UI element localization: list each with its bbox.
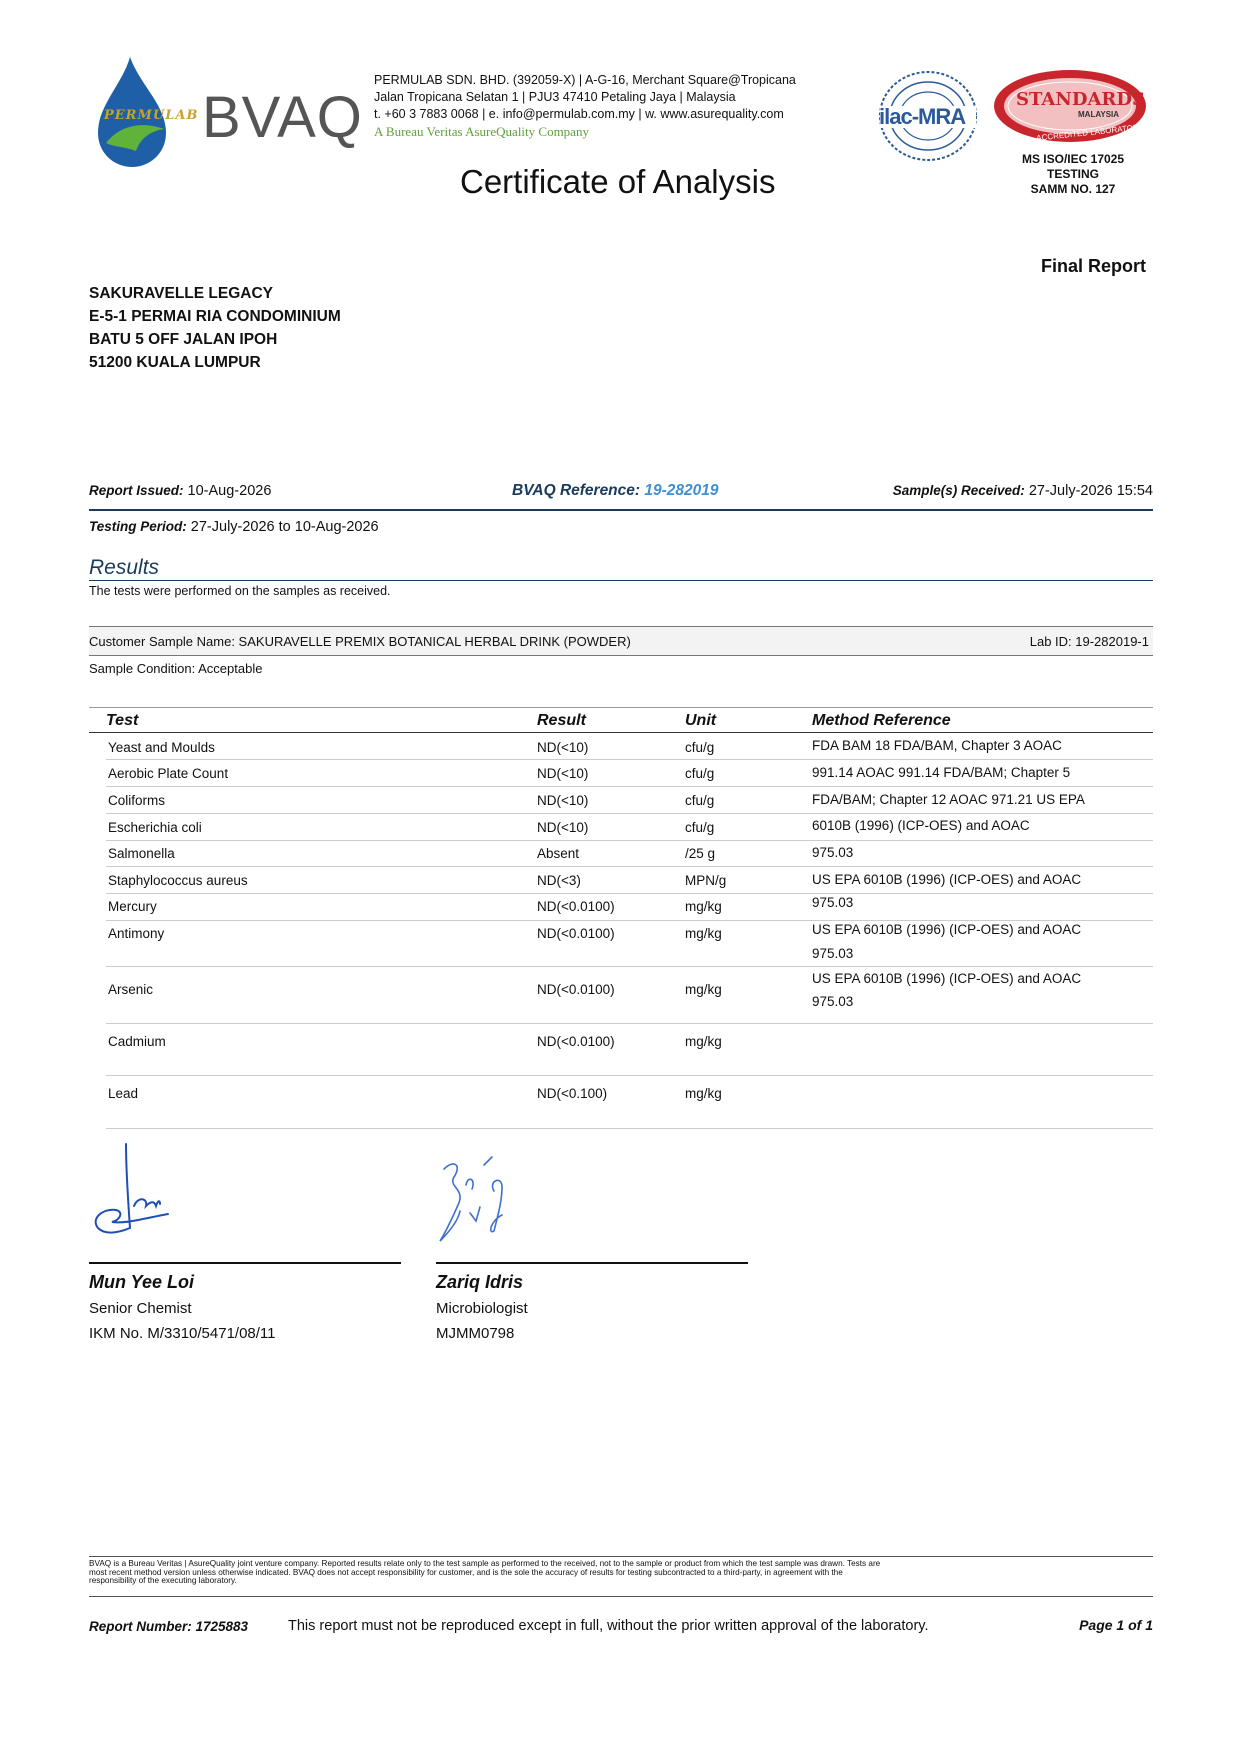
row-test-name: Escherichia coli: [108, 820, 202, 835]
method-reference-line: US EPA 6010B (1996) (ICP-OES) and AOAC: [812, 971, 1082, 986]
table-top-rule: [89, 707, 1153, 708]
customer-line-1: SAKURAVELLE LEGACY: [89, 285, 274, 302]
signature-2-line: [436, 1262, 748, 1264]
row-test-name: Coliforms: [108, 793, 166, 808]
signatory-2: [436, 1272, 528, 1342]
samples-received-label: Sample(s) Received:: [892, 483, 1025, 498]
row-result: ND(<10): [537, 793, 589, 808]
bvaq-reference-value: 19-282019: [644, 482, 719, 499]
table-row-rule: [106, 920, 1153, 921]
permulab-wordmark: PERMULAB: [104, 108, 199, 123]
accreditation-line-3: SAMM NO. 127: [1030, 182, 1116, 196]
method-reference-line: 975.03: [812, 895, 854, 910]
row-result: ND(<0.0100): [537, 982, 615, 997]
report-issued-value: 10-Aug-2026: [187, 483, 272, 499]
standards-country: MALAYSIA: [1078, 110, 1120, 119]
accreditation-block: [1010, 152, 1136, 197]
row-unit: MPN/g: [685, 873, 727, 888]
company-line-2: Jalan Tropicana Selatan 1 | PJU3 47410 Petaling Jaya | Malaysia: [374, 90, 736, 104]
row-result: ND(<10): [537, 740, 589, 755]
row-result: ND(<0.0100): [537, 926, 615, 941]
company-tagline: A Bureau Veritas AsureQuality Company: [374, 124, 589, 139]
table-row-rule: [106, 893, 1153, 894]
testing-period-label: Testing Period:: [89, 519, 187, 534]
reproduction-notice: This report must not be reproduced except in full, without the prior written approval of the laboratory.: [288, 1618, 929, 1634]
company-line-1: PERMULAB SDN. BHD. (392059-X) | A-G-16, Merchant Square@Tropicana: [374, 73, 796, 87]
footer-disclaimer-1: BVAQ is a Bureau Veritas | AsureQuality joint venture company. Reported results relate only to the test sample as performed to the received, not to the sample or product from which the test sample was drawn. Tests are: [89, 1560, 881, 1568]
table-row-rule: [106, 1128, 1153, 1129]
company-line-3: t. +60 3 7883 0068 | e. info@permulab.com.my | w. www.asurequality.com: [374, 107, 784, 121]
row-unit: /25 g: [685, 846, 716, 861]
results-heading: Results: [89, 556, 160, 579]
row-unit: cfu/g: [685, 793, 715, 808]
signature-2-image: [436, 1155, 526, 1250]
row-result: ND(<10): [537, 820, 589, 835]
customer-line-2: E-5-1 PERMAI RIA CONDOMINIUM: [89, 308, 341, 325]
signature-1-line: [89, 1262, 401, 1264]
results-heading-rule: [89, 580, 1153, 581]
table-header-rule: [89, 732, 1153, 733]
customer-address: [89, 282, 341, 374]
row-result: ND(<0.0100): [537, 899, 615, 914]
row-test-name: Arsenic: [108, 982, 154, 997]
standards-label: STANDARDS: [1016, 89, 1145, 110]
samples-received-value: 27-July-2026 15:54: [1028, 483, 1153, 499]
row-test-name: Salmonella: [108, 846, 175, 861]
row-result: ND(<3): [537, 873, 581, 888]
signature-1-image: [90, 1140, 180, 1250]
sample-name: Customer Sample Name: SAKURAVELLE PREMIX BOTANICAL HERBAL DRINK (POWDER): [89, 634, 631, 649]
report-issued-label: Report Issued:: [89, 483, 184, 498]
accreditation-line-1: MS ISO/IEC 17025: [1021, 152, 1125, 166]
row-unit: mg/kg: [685, 1086, 722, 1101]
row-test-name: Yeast and Moulds: [108, 740, 215, 755]
testing-period-value: 27-July-2026 to 10-Aug-2026: [190, 519, 379, 535]
row-unit: cfu/g: [685, 740, 715, 755]
table-row-rule: [106, 840, 1153, 841]
table-row-rule: [106, 786, 1153, 787]
method-reference-line: 975.03: [812, 845, 854, 860]
row-unit: mg/kg: [685, 982, 722, 997]
page-number: Page 1 of 1: [1079, 1617, 1153, 1633]
meta-divider: [89, 509, 1153, 511]
footer-disclaimer-2: most recent method version unless otherwise indicated. BVAQ does not accept responsibility for customer, and is the sole the accuracy of results for testing subcontracted to a third-party, in agreement with the: [89, 1567, 843, 1577]
report-issued: [89, 483, 271, 499]
table-row-rule: [106, 759, 1153, 760]
row-test-name: Cadmium: [108, 1034, 166, 1049]
method-reference-line: 6010B (1996) (ICP-OES) and AOAC: [812, 818, 1030, 833]
lab-id: Lab ID: 19-282019-1: [1029, 634, 1149, 649]
row-test-name: Staphylococcus aureus: [108, 873, 248, 888]
signatory-1-id: IKM No. M/3310/5471/08/11: [89, 1325, 276, 1342]
row-unit: mg/kg: [685, 899, 722, 914]
customer-line-4: 51200 KUALA LUMPUR: [89, 354, 261, 371]
method-reference-line: US EPA 6010B (1996) (ICP-OES) and AOAC: [812, 922, 1082, 937]
signatory-1-title: Senior Chemist: [89, 1300, 192, 1317]
footer-bottom-rule: [89, 1596, 1153, 1597]
company-info: [374, 72, 796, 140]
row-unit: mg/kg: [685, 1034, 722, 1049]
table-row-rule: [106, 966, 1153, 967]
method-reference-line: FDA BAM 18 FDA/BAM, Chapter 3 AOAC: [812, 738, 1062, 753]
signatory-2-name: Zariq Idris: [436, 1272, 524, 1292]
report-number: Report Number: 1725883: [89, 1619, 249, 1634]
table-row-rule: [106, 866, 1153, 867]
col-header-test: Test: [106, 712, 139, 729]
bvaq-reference: [512, 482, 719, 500]
samples-received: [893, 483, 1153, 499]
sample-condition: Sample Condition: Acceptable: [89, 661, 263, 676]
customer-line-3: BATU 5 OFF JALAN IPOH: [89, 331, 278, 348]
sample-banner: [89, 626, 1153, 656]
signatory-1-name: Mun Yee Loi: [89, 1272, 195, 1292]
ilac-mra-label: ilac-MRA: [879, 104, 966, 129]
table-row-rule: [106, 1075, 1153, 1076]
row-result: ND(<10): [537, 766, 589, 781]
row-test-name: Antimony: [108, 926, 165, 941]
col-header-result: Result: [537, 712, 586, 729]
footer-disclaimer: [89, 1560, 1153, 1586]
col-header-unit: Unit: [685, 712, 717, 729]
table-row-rule: [106, 1023, 1153, 1024]
bvaq-reference-label: BVAQ Reference:: [512, 482, 641, 499]
bvaq-wordmark: BVAQ: [202, 85, 363, 150]
row-test-name: Mercury: [108, 899, 157, 914]
row-test-name: Lead: [108, 1086, 139, 1101]
method-reference-line: FDA/BAM; Chapter 12 AOAC 971.21 US EPA: [812, 792, 1085, 807]
method-reference-line: 991.14 AOAC 991.14 FDA/BAM; Chapter 5: [812, 765, 1071, 780]
signatory-2-title: Microbiologist: [436, 1300, 528, 1317]
method-reference-line: 975.03: [812, 994, 854, 1009]
table-row-rule: [106, 813, 1153, 814]
footer-top-rule: [89, 1556, 1153, 1557]
report-type: Final Report: [1040, 256, 1146, 276]
testing-period: [89, 519, 379, 535]
row-result: ND(<0.100): [537, 1086, 608, 1101]
row-unit: cfu/g: [685, 766, 715, 781]
col-header-method: Method Reference: [812, 712, 951, 729]
row-result: Absent: [537, 846, 580, 861]
row-unit: mg/kg: [685, 926, 722, 941]
signatory-2-id: MJMM0798: [436, 1325, 515, 1342]
doc-title: Certificate of Analysis: [460, 163, 776, 200]
row-result: ND(<0.0100): [537, 1034, 615, 1049]
row-unit: cfu/g: [685, 820, 715, 835]
accreditation-line-2: TESTING: [1046, 167, 1099, 181]
signatory-1: [89, 1272, 276, 1342]
row-test-name: Aerobic Plate Count: [108, 766, 229, 781]
results-note: The tests were performed on the samples as received.: [89, 584, 391, 598]
footer-disclaimer-3: responsibility of the executing laboratory.: [89, 1576, 237, 1585]
method-reference-line: 975.03: [812, 946, 854, 961]
standards-ring-text: ACCREDITED LABORATORY: [1035, 122, 1145, 143]
method-reference-line: US EPA 6010B (1996) (ICP-OES) and AOAC: [812, 872, 1082, 887]
